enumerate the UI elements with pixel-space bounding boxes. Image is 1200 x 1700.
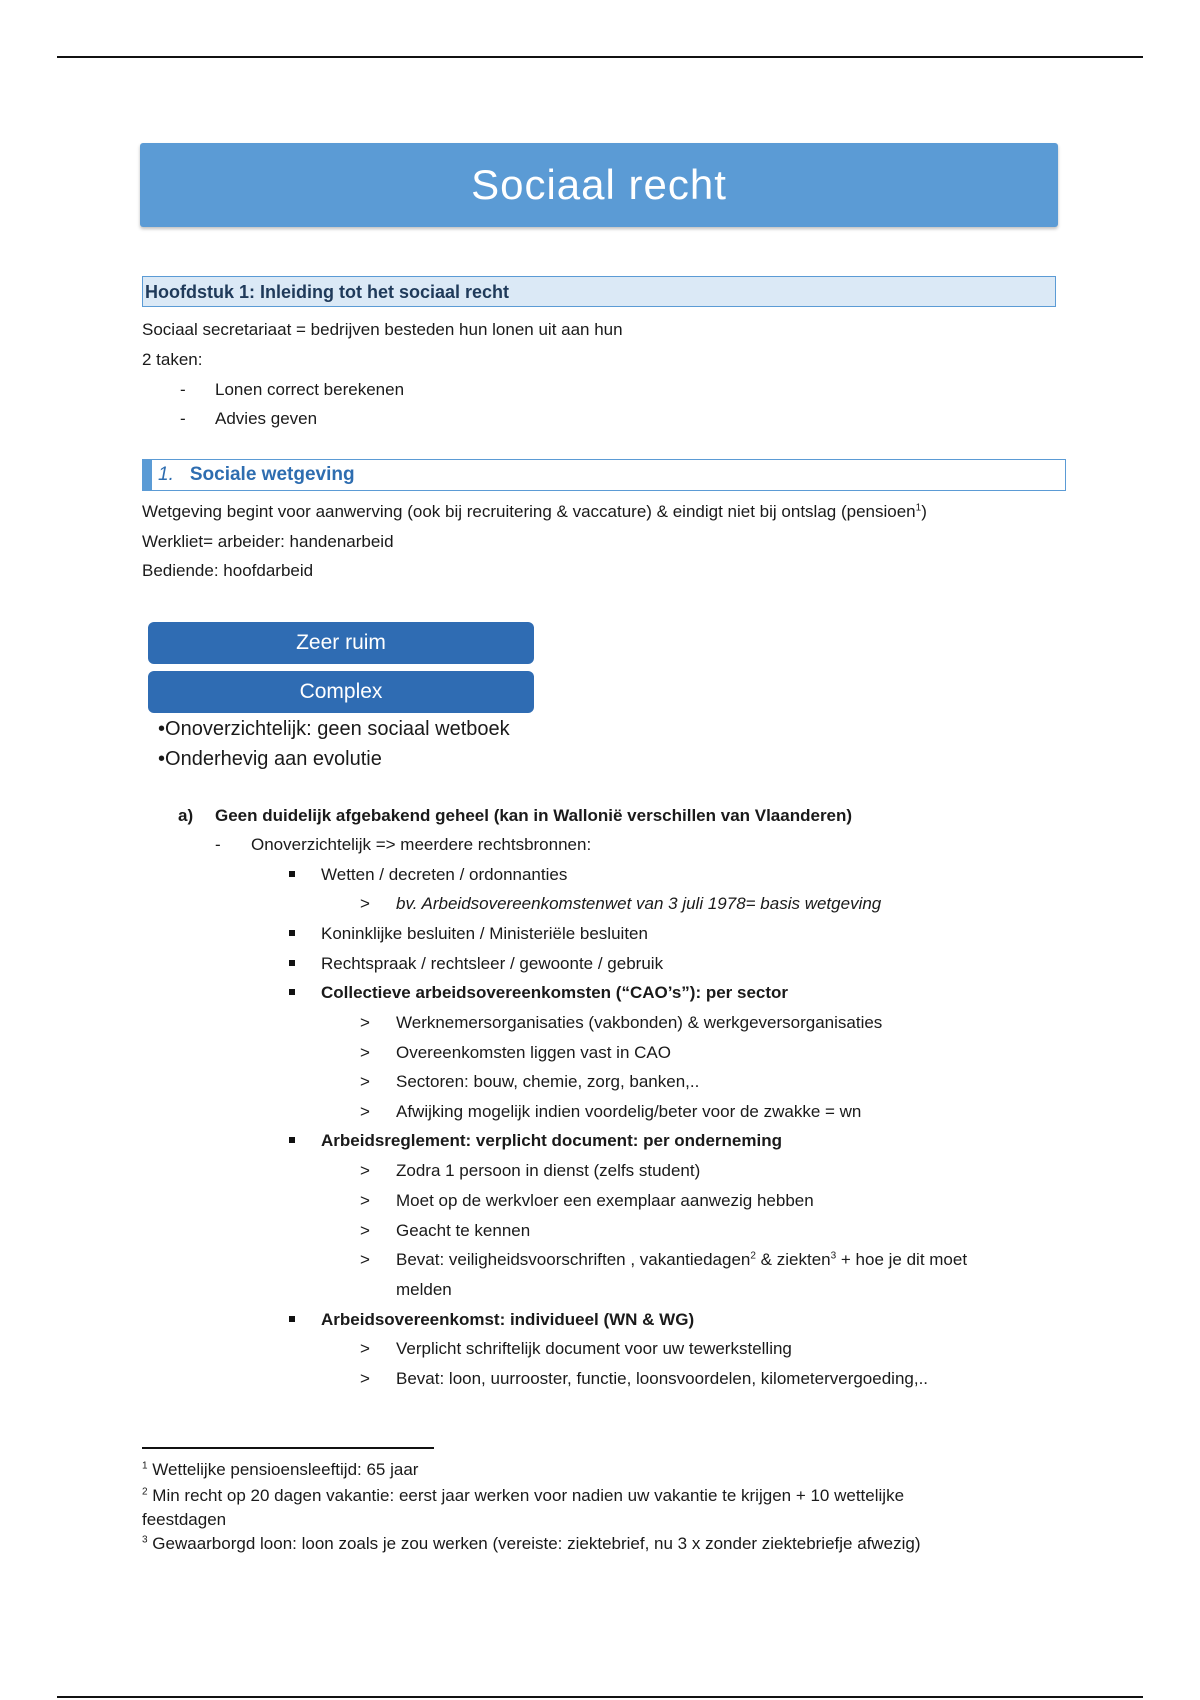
task-item-1: Lonen correct berekenen — [215, 380, 405, 399]
footnote-2-cont: feestdagen — [142, 1510, 227, 1529]
square-bullet-icon — [289, 1137, 295, 1143]
square-bullet-icon — [289, 930, 295, 936]
diagram-box-zeer-ruim: Zeer ruim — [148, 622, 534, 664]
arrow-marker: > — [360, 1043, 370, 1062]
list-subitem-reglement-2: Moet op de werkvloer een exemplaar aanwezig hebben — [396, 1191, 814, 1210]
list-subitem-cao-2: Overeenkomsten liggen vast in CAO — [396, 1043, 671, 1062]
footer-rule — [57, 1696, 1143, 1698]
list-item-kb: Koninklijke besluiten / Ministeriële besluiten — [289, 924, 648, 944]
arrow-marker: > — [360, 1191, 370, 1210]
intro-line-2: 2 taken: — [142, 350, 203, 369]
document-title: Sociaal recht — [140, 143, 1058, 227]
diagram-box-complex: Complex — [148, 671, 534, 713]
list-item-cao: Collectieve arbeidsovereenkomsten (“CAO’s”): per sector — [289, 983, 788, 1003]
diagram-bullet-2: •Onderhevig aan evolutie — [158, 748, 382, 770]
list-subitem-reglement-3: Geacht te kennen — [396, 1221, 531, 1240]
footnote-3: $^3$ Gewaarborgd loon: loon zoals je zou werken (vereiste: ziektebrief, nu 3 x zonder ziektebriefje afwezig) — [142, 1534, 921, 1553]
list-subitem-wetten: bv. Arbeidsovereenkomstenwet van 3 juli 1978= basis wetgeving — [396, 894, 882, 913]
list-item-reglement: Arbeidsreglement: verplicht document: per onderneming — [289, 1131, 782, 1151]
task-dash-1: - — [180, 380, 186, 399]
square-bullet-icon — [289, 989, 295, 995]
task-dash-2: - — [180, 409, 186, 428]
arrow-marker: > — [360, 1250, 370, 1269]
list-subitem-cao-1: Werknemersorganisaties (vakbonden) & werkgeversorganisaties — [396, 1013, 883, 1032]
arrow-marker: > — [360, 1369, 370, 1388]
square-bullet-icon — [289, 1316, 295, 1322]
arrow-marker: > — [360, 1339, 370, 1358]
footnote-1: $^1$ Wettelijke pensioensleeftijd: 65 jaar — [142, 1460, 419, 1479]
list-subitem-cao-3: Sectoren: bouw, chemie, zorg, banken,.. — [396, 1072, 700, 1091]
footnote-rule — [142, 1447, 434, 1449]
sub-a-dash-item: Onoverzichtelijk => meerdere rechtsbronnen: — [251, 835, 592, 854]
arrow-marker: > — [360, 1221, 370, 1240]
list-subitem-reglement-4-cont: melden — [396, 1280, 452, 1299]
list-subitem-reglement-1: Zodra 1 persoon in dienst (zelfs student) — [396, 1161, 701, 1180]
section-title: Sociale wetgeving — [189, 464, 355, 485]
sub-a-label: a) — [178, 806, 194, 825]
list-item-rechtspraak: Rechtspraak / rechtsleer / gewoonte / gebruik — [289, 954, 663, 974]
sub-a-dash: - — [215, 835, 221, 854]
list-subitem-overeenkomst-2: Bevat: loon, uurrooster, functie, loonsvoordelen, kilometervergoeding,.. — [396, 1369, 929, 1388]
section-line-2: Werkliet= arbeider: handenarbeid — [142, 532, 394, 551]
diagram-bullet-1: •Onoverzichtelijk: geen sociaal wetboek — [158, 718, 510, 740]
intro-line-1: Sociaal secretariaat = bedrijven besteden hun lonen uit aan hun — [142, 320, 623, 339]
arrow-marker: > — [360, 894, 370, 913]
section-line-1: Wetgeving begint voor aanwerving (ook bij recruitering & vaccature) & eindigt niet bij ontslag (pensioen$^1$) — [142, 502, 927, 521]
task-item-2: Advies geven — [215, 409, 318, 428]
arrow-marker: > — [360, 1072, 370, 1091]
header-rule — [57, 56, 1143, 58]
list-subitem-cao-4: Afwijking mogelijk indien voordelig/beter voor de zwakke = wn — [396, 1102, 862, 1121]
list-subitem-reglement-4: Bevat: veiligheidsvoorschriften , vakantiedagen$^2$ & ziekten$^3$ + hoe je dit moet — [396, 1250, 968, 1269]
section-line-3: Bediende: hoofdarbeid — [142, 561, 314, 580]
footnote-2: $^2$ Min recht op 20 dagen vakantie: eerst jaar werken voor nadien uw vakantie te krijgen + 10 wettelijke — [142, 1486, 905, 1505]
list-item-overeenkomst: Arbeidsovereenkomst: individueel (WN & WG) — [289, 1310, 694, 1330]
arrow-marker: > — [360, 1013, 370, 1032]
section-number: 1. — [158, 464, 174, 485]
square-bullet-icon — [289, 960, 295, 966]
arrow-marker: > — [360, 1161, 370, 1180]
square-bullet-icon — [289, 871, 295, 877]
arrow-marker: > — [360, 1102, 370, 1121]
section-1-heading — [142, 459, 1066, 491]
chapter-heading: Hoofdstuk 1: Inleiding tot het sociaal recht — [142, 276, 1056, 307]
list-item-wetten: Wetten / decreten / ordonnanties — [289, 865, 567, 885]
sub-a-title: Geen duidelijk afgebakend geheel (kan in Wallonië verschillen van Vlaanderen) — [215, 806, 853, 825]
list-subitem-overeenkomst-1: Verplicht schriftelijk document voor uw tewerkstelling — [396, 1339, 792, 1358]
